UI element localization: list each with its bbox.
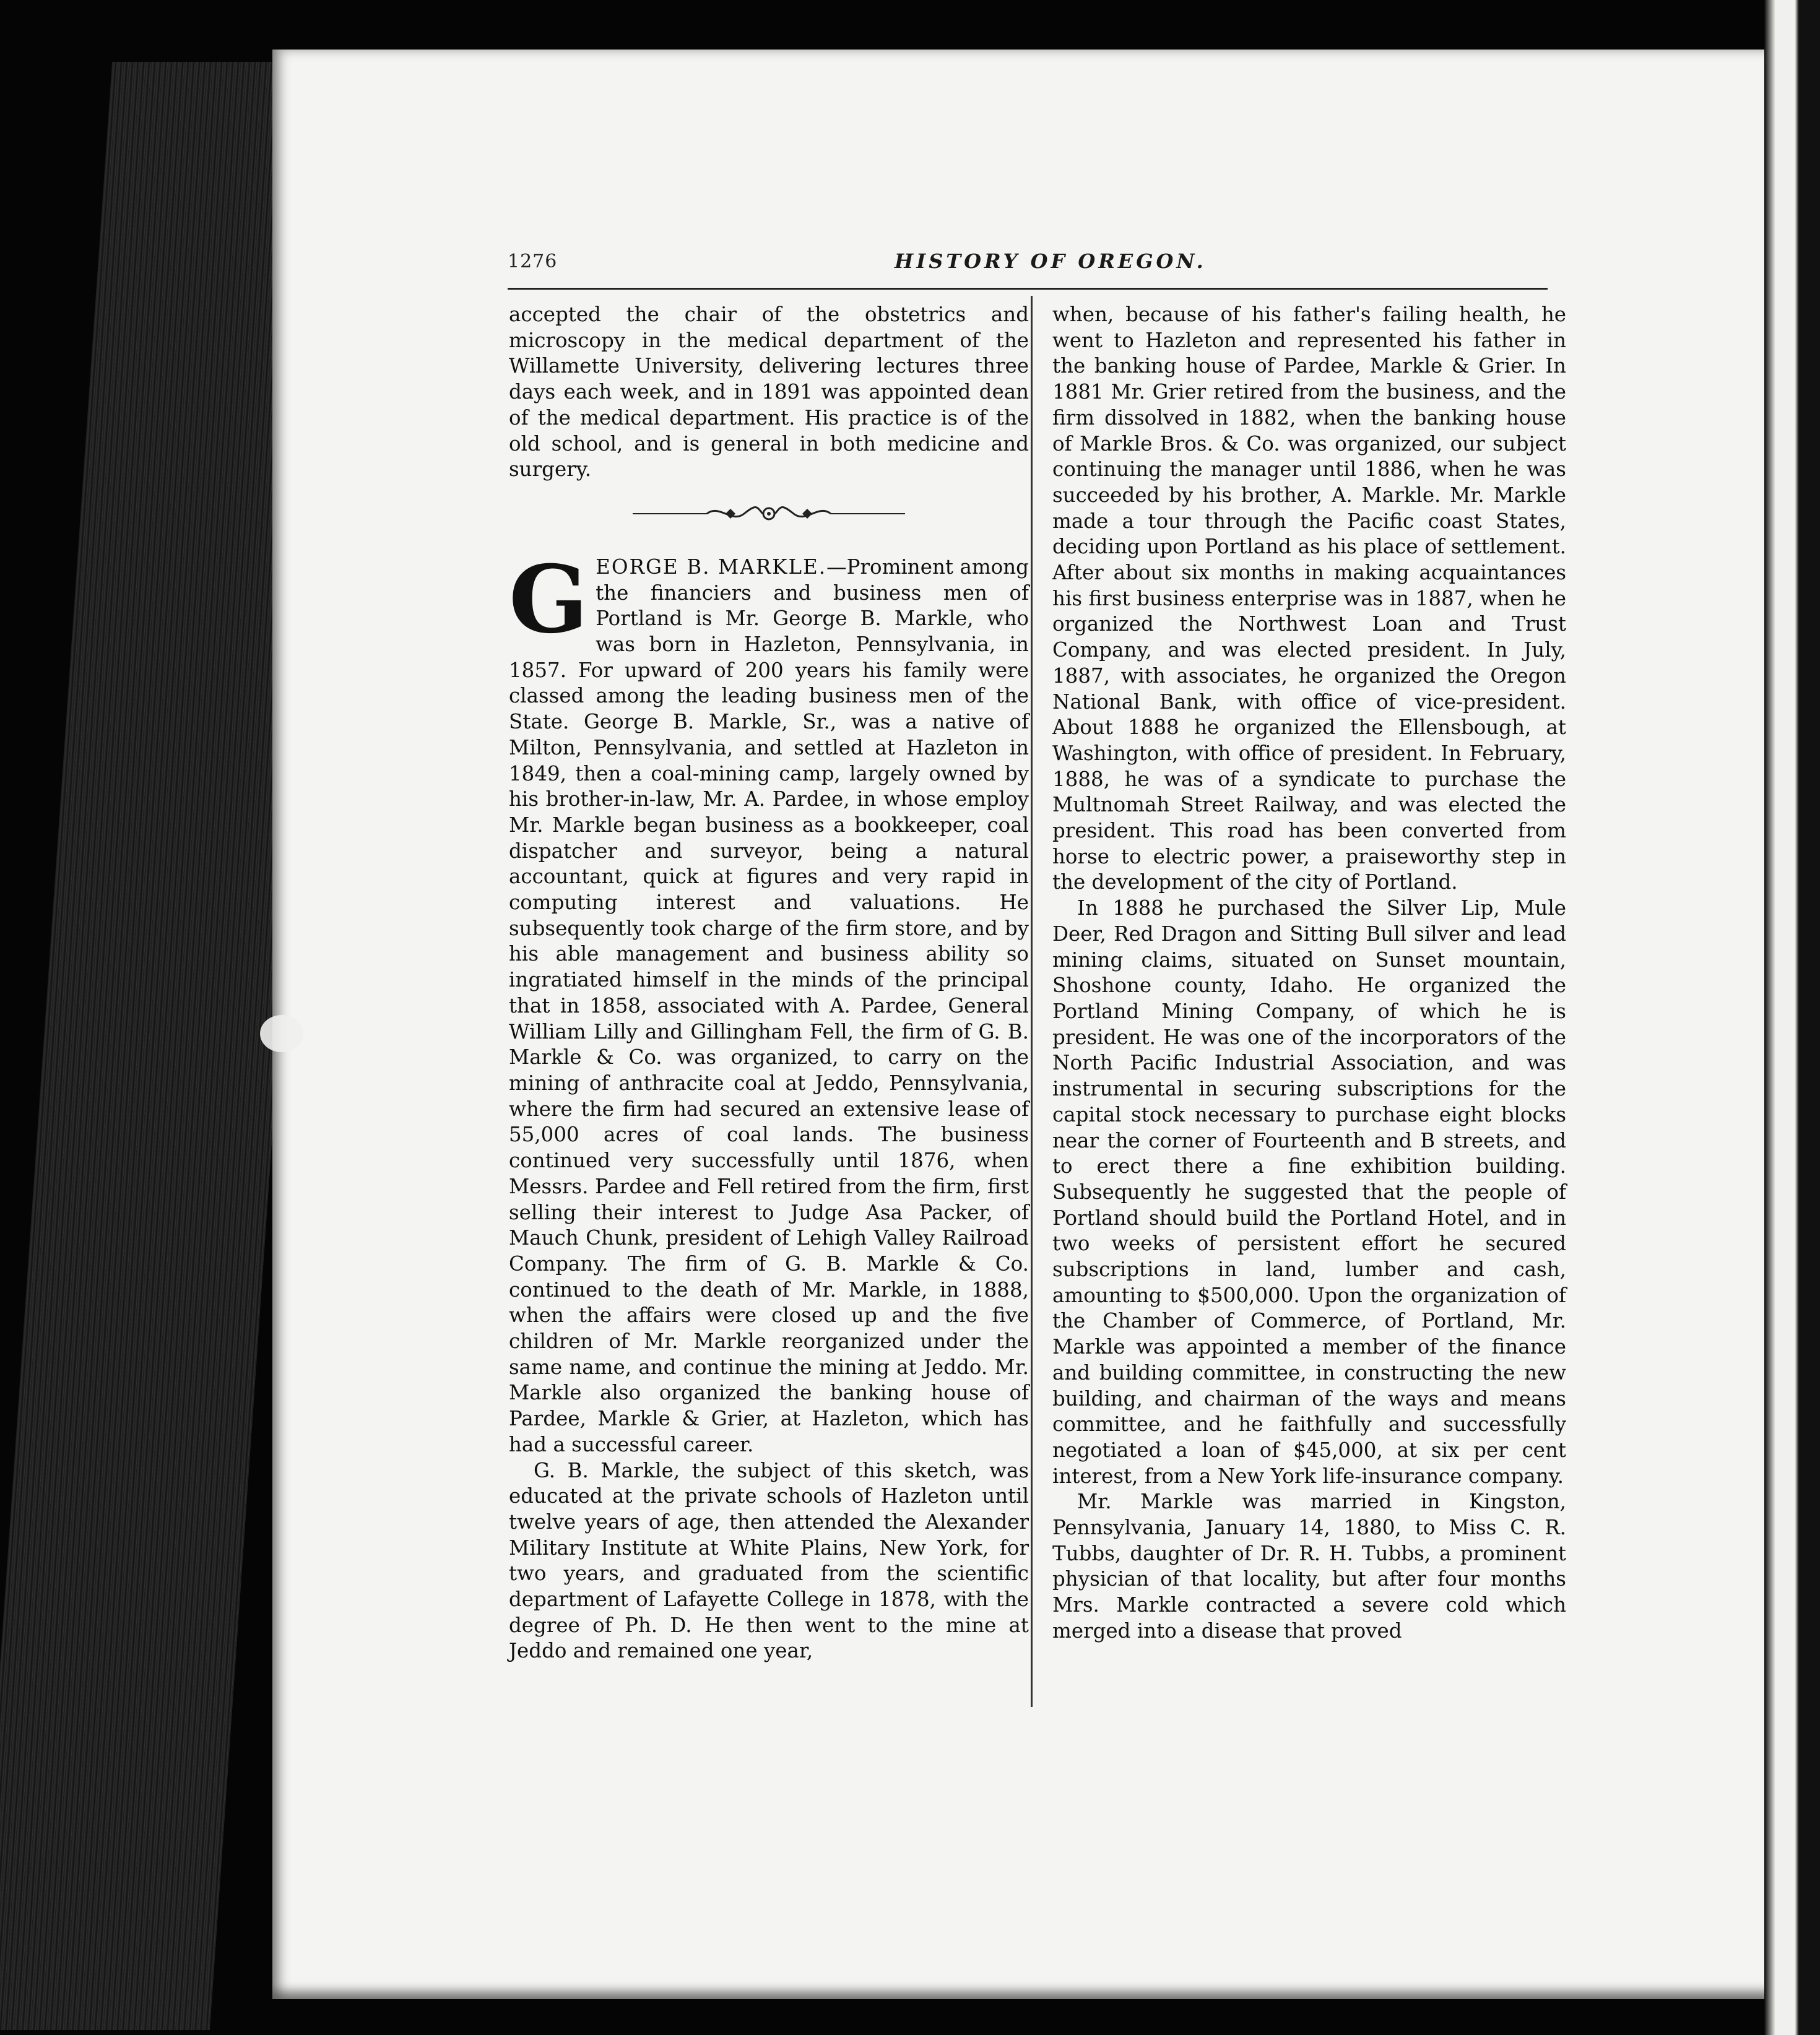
page-header [508,251,1548,290]
biography-intro-text: —Prominent among the financiers and business men of Portland is Mr. George B. Markle, who was born in Hazleton, Pennsylvania, in 1857. For upward of 200 years his family were classed among the leading business men of the State. George B. Markle, Sr., was a native of Milton, Pennsylvania, and settled at Hazleton in 1849, then a coal-mining camp, largely owned by his brother-in-law, Mr. A. Pardee, in whose employ Mr. Markle began business as a bookkeeper, coal dispatcher and surveyor, being a natural accountant, quick at figures and very rapid in computing interest and valuations. He subsequently took charge of the firm store, and by his able management and business ability so ingratiated himself in the minds of the principal that in 1858, associated with A. Pardee, General William Lilly and Gillingham Fell, the firm of G. B. Markle & Co. was organized, to carry on the mining of anthracite coal at Jeddo, Pennsylvania, where the firm had secured an extensive lease of 55,000 acres of coal lands. The business continued very successfully until 1876, when Messrs. Pardee and Fell retired from the firm, first selling their interest to Judge Asa Packer, of Mauch Chunk, president of Lehigh Valley Railroad Company. The firm of G. B. Markle & Co. continued to the death of Mr. Markle, in 1888, when the affairs were closed up and the five children of Mr. Markle reorganized under the same name, and continue the mining at Jeddo. Mr. Markle also organized the banking house of Pardee, Markle & Grier, at Hazleton, which has had a successful career. [509,555,1029,1456]
biography-heading: EORGE B. MARKLE. [596,555,827,579]
markle-biography-intro [509,545,1029,1458]
paragraph-continuation: accepted the chair of the obstetrics and microscopy in the medical department of the Willamette University, delivering lectures three days each week, and in 1891 was appointed dean of the medical department. His practice is of the old school, and is general in both medicine and surgery. [509,303,1029,482]
paper-blemish [260,1015,303,1052]
right-column [1052,302,1566,1644]
page-number: 1276 [508,251,558,272]
section-ornament [633,500,905,527]
drop-cap-initial: G [509,545,589,654]
paragraph-continuation: when, because of his father's failing health, he went to Hazleton and represented his father in the banking house of Pardee, Markle & Grier. In 1881 Mr. Grier retired from the business, and the firm dissolved in 1882, when the banking house of Markle Bros. & Co. was organized, our subject continuing the manager until 1886, when he was succeeded by his brother, A. Markle. Mr. Markle made a tour through the Pacific coast States, deciding upon Portland as his place of settlement. After about six months in making acquaintances his first business enterprise was in 1887, when he organized the Northwest Loan and Trust Company, and was elected president. In July, 1887, with associates, he organized the Oregon National Bank, with office of vice-president. About 1888 he organized the Ellensbough, at Washington, with office of president. In February, 1888, he was of a syndicate to purchase the Multnomah Street Railway, and was elected the president. This road has been converted from horse to electric power, a praiseworthy step in the development of the city of Portland. [1052,303,1566,894]
paragraph: In 1888 he purchased the Silver Lip, Mule Deer, Red Dragon and Sitting Bull silver and lead mining claims, situated on Sunset mountain, Shoshone county, Idaho. He organized the Portland Mining Company, of which he is president. He was one of the incorporators of the North Pacific Industrial Association, and was instrumental in securing subscriptions for the capital stock necessary to purchase eight blocks near the corner of Fourteenth and B streets, and to erect there a fine exhibition building. Subsequently he suggested that the people of Portland should build the Portland Hotel, and in two weeks of persistent effort he secured subscriptions in land, lumber and cash, amounting to $500,000. Upon the organization of the Chamber of Commerce, of Portland, Mr. Markle was appointed a member of the finance and building committee, in constructing the new building, and chairman of the ways and means committee, and he faithfully and successfully negotiated a loan of $45,000, at six per cent interest, from a New York life-insurance company. [1052,896,1566,1488]
running-head: HISTORY OF OREGON. [895,249,1207,273]
paragraph: G. B. Markle, the subject of this sketch, was educated at the private schools of Hazleton until twelve years of age, then attended the Alexander Military Institute at White Plains, New York, for two years, and graduated from the scientific department of Lafayette College in 1878, with the degree of Ph. D. He then went to the mine at Jeddo and remained one year, [509,1458,1029,1663]
adjacent-page-edge [1764,0,1820,2035]
paragraph: Mr. Markle was married in Kingston, Pennsylvania, January 14, 1880, to Miss C. R. Tubbs, daughter of Dr. R. H. Tubbs, a prominent physician of that locality, but after four months Mrs. Markle contracted a severe cold which merged into a disease that proved [1052,1490,1566,1643]
column-divider [1031,296,1033,1707]
left-column [509,302,1029,1664]
